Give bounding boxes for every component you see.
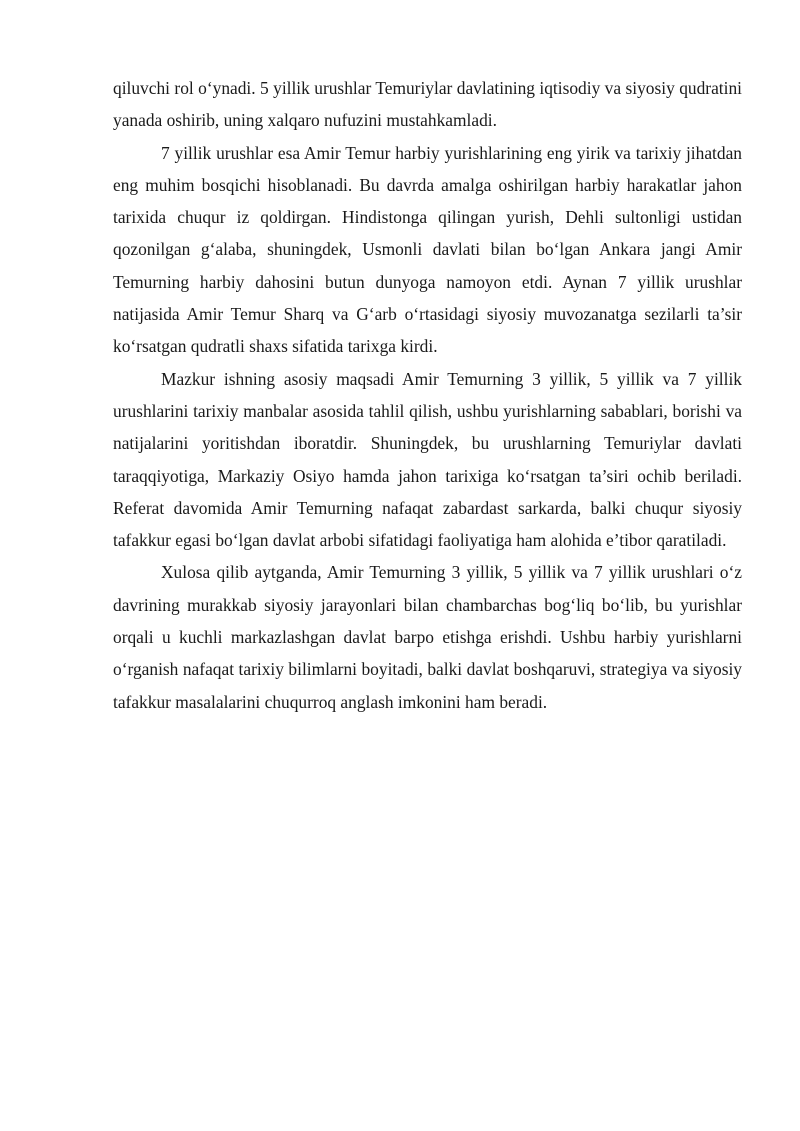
paragraph-continuation: qiluvchi rol o‘ynadi. 5 yillik urushlar Temuriylar davlatining iqtisodiy va siyosiy qudratini yanada oshirib, uning xalqaro nufuzini mustahkamladi. (113, 78, 742, 131)
paragraph-seven-year-wars: 7 yillik urushlar esa Amir Temur harbiy yurishlarining eng yirik va tarixiy jihatdan eng muhim bosqichi hisoblanadi. Bu davrda amalga oshirilgan harbiy harakatlar jahon tarixida chuqur iz qoldirgan. Hindistonga qilingan yurish, Dehli sultonligi ustidan qozonilgan g‘alaba, shuningdek, Usmonli davlati bilan bo‘lgan Ankara jangi Amir Temurning harbiy dahosini butun dunyoga namoyon etdi. Aynan 7 yillik urushlar natijasida Amir Temur Sharq va G‘arb o‘rtasidagi siyosiy muvozanatga sezilarli ta’sir ko‘rsatgan qudratli shaxs sifatida tarixga kirdi. (113, 142, 742, 357)
paragraph-work-purpose: Mazkur ishning asosiy maqsadi Amir Temurning 3 yillik, 5 yillik va 7 yillik urushlarini tarixiy manbalar asosida tahlil qilish, ushbu yurishlarning sabablari, borishi va natijalarini yoritishdan iboratdir. Shuningdek, bu urushlarning Temuriylar davlati taraqqiyotiga, Markaziy Osiyo hamda jahon tarixiga ko‘rsatgan ta’siri ochib beriladi. Referat davomida Amir Temurning nafaqat zabardast sarkarda, balki chuqur siyosiy tafakkur egasi bo‘lgan davlat arbobi sifatidagi faoliyatiga ham alohida e’tibor qaratiladi. (113, 368, 742, 551)
document-body (113, 72, 742, 718)
paragraph-conclusion: Xulosa qilib aytganda, Amir Temurning 3 yillik, 5 yillik va 7 yillik urushlari o‘z davrining murakkab siyosiy jarayonlari bilan chambarchas bog‘liq bo‘lib, bu yurishlar orqali u kuchli markazlashgan davlat barpo etishga erishdi. Ushbu harbiy yurishlarni o‘rganish nafaqat tarixiy bilimlarni boyitadi, balki davlat boshqaruvi, strategiya va siyosiy tafakkur masalalarini chuqurroq anglash imkonini ham beradi. (113, 562, 742, 712)
